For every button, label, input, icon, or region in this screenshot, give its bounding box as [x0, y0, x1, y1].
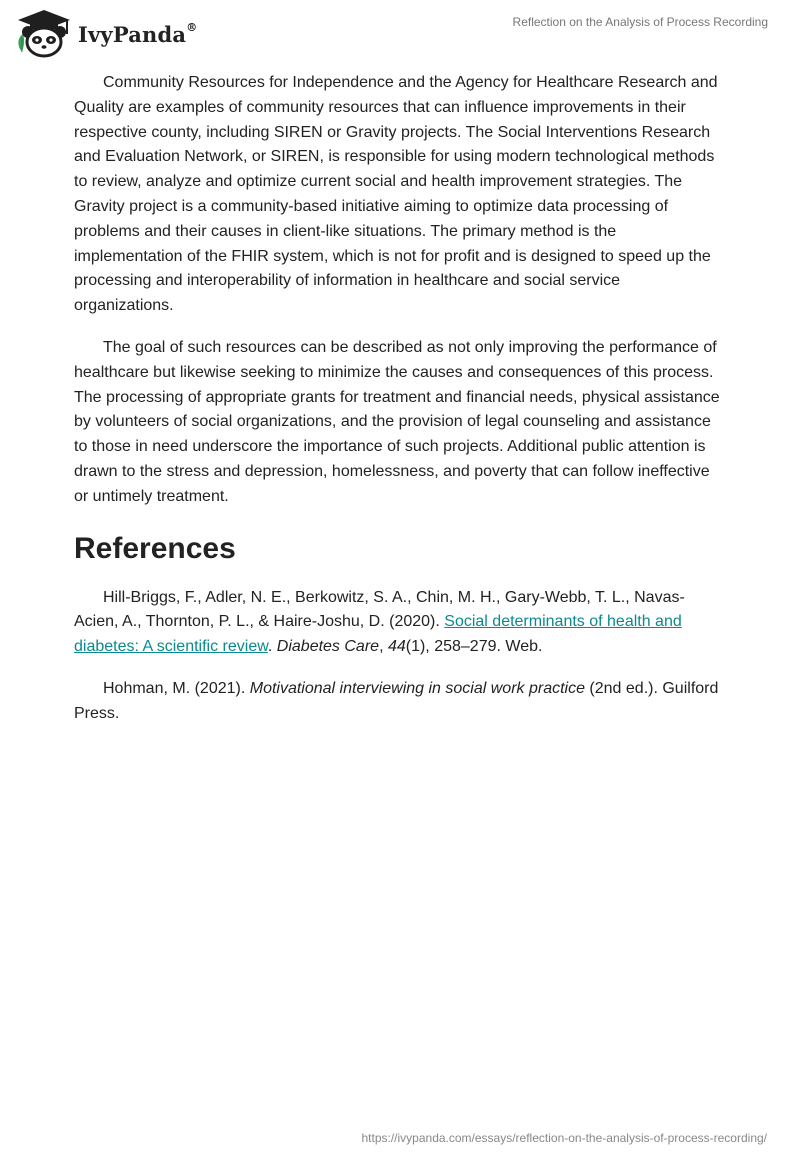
- reference-item: [74, 677, 724, 727]
- reference-link[interactable]: Social determinants of health and diabetes: A scientific review: [74, 613, 682, 656]
- brand-name: [78, 22, 197, 47]
- ivypanda-logo[interactable]: [14, 8, 198, 58]
- footer-url[interactable]: https://ivypanda.com/essays/reflection-on-the-analysis-of-process-recording/: [361, 1131, 767, 1145]
- body-paragraph: Community Resources for Independence and the Agency for Healthcare Research and Quality are examples of community resources that can influence improvements in their respective county, including SIREN or Gravity projects. The Social Interventions Research and Evaluation Network, or SIREN, is responsible for using modern technological methods to review, analyze and optimize current social and health improvement strategies. The Gravity project is a community-based initiative aiming to optimize data processing of problems and their causes in client-like situations. The primary method is the implementation of the FHIR system, which is not for profit and is designed to speed up the processing and interoperability of information in healthcare and social service organizations.: [74, 74, 718, 315]
- reference-volume: 44: [387, 638, 406, 656]
- page-header: [0, 0, 800, 70]
- reference-authors: Hill-Briggs, F., Adler, N. E., Berkowitz, S. A., Chin, M. H., Gary-Webb, T. L., Navas-Acien, A., Thornton, P. L., & Haire-Joshu, D. (2020).: [74, 588, 685, 631]
- reference-details: (1), 258–279. Web.: [405, 638, 543, 656]
- reference-separator: ,: [379, 638, 388, 656]
- references-heading: References: [74, 531, 236, 565]
- panda-graduate-icon: [14, 8, 74, 58]
- reference-item: [74, 586, 724, 660]
- registered-mark: ®: [186, 21, 198, 34]
- reference-details: (2nd ed.). Guilford Press.: [74, 679, 719, 722]
- body-paragraph: The goal of such resources can be described as not only improving the performance of healthcare but likewise seeking to minimize the causes and consequences of this process. The processing of appropriate grants for treatment and financial needs, physical assistance by volunteers of social organizations, and the provision of legal counseling and assistance to those in need underscore the importance of such projects. Additional public attention is drawn to the stress and depression, homelessness, and poverty that can follow ineffective or untimely treatment.: [74, 338, 720, 505]
- reference-journal: Diabetes Care: [276, 638, 380, 656]
- brand-text: IvyPanda: [78, 22, 187, 47]
- reference-title: Motivational interviewing in social work practice: [249, 679, 585, 697]
- reference-authors: Hohman, M. (2021).: [103, 679, 250, 697]
- reference-separator: .: [267, 638, 277, 656]
- page-title: Reflection on the Analysis of Process Recording: [512, 15, 768, 29]
- essay-content: [74, 71, 724, 744]
